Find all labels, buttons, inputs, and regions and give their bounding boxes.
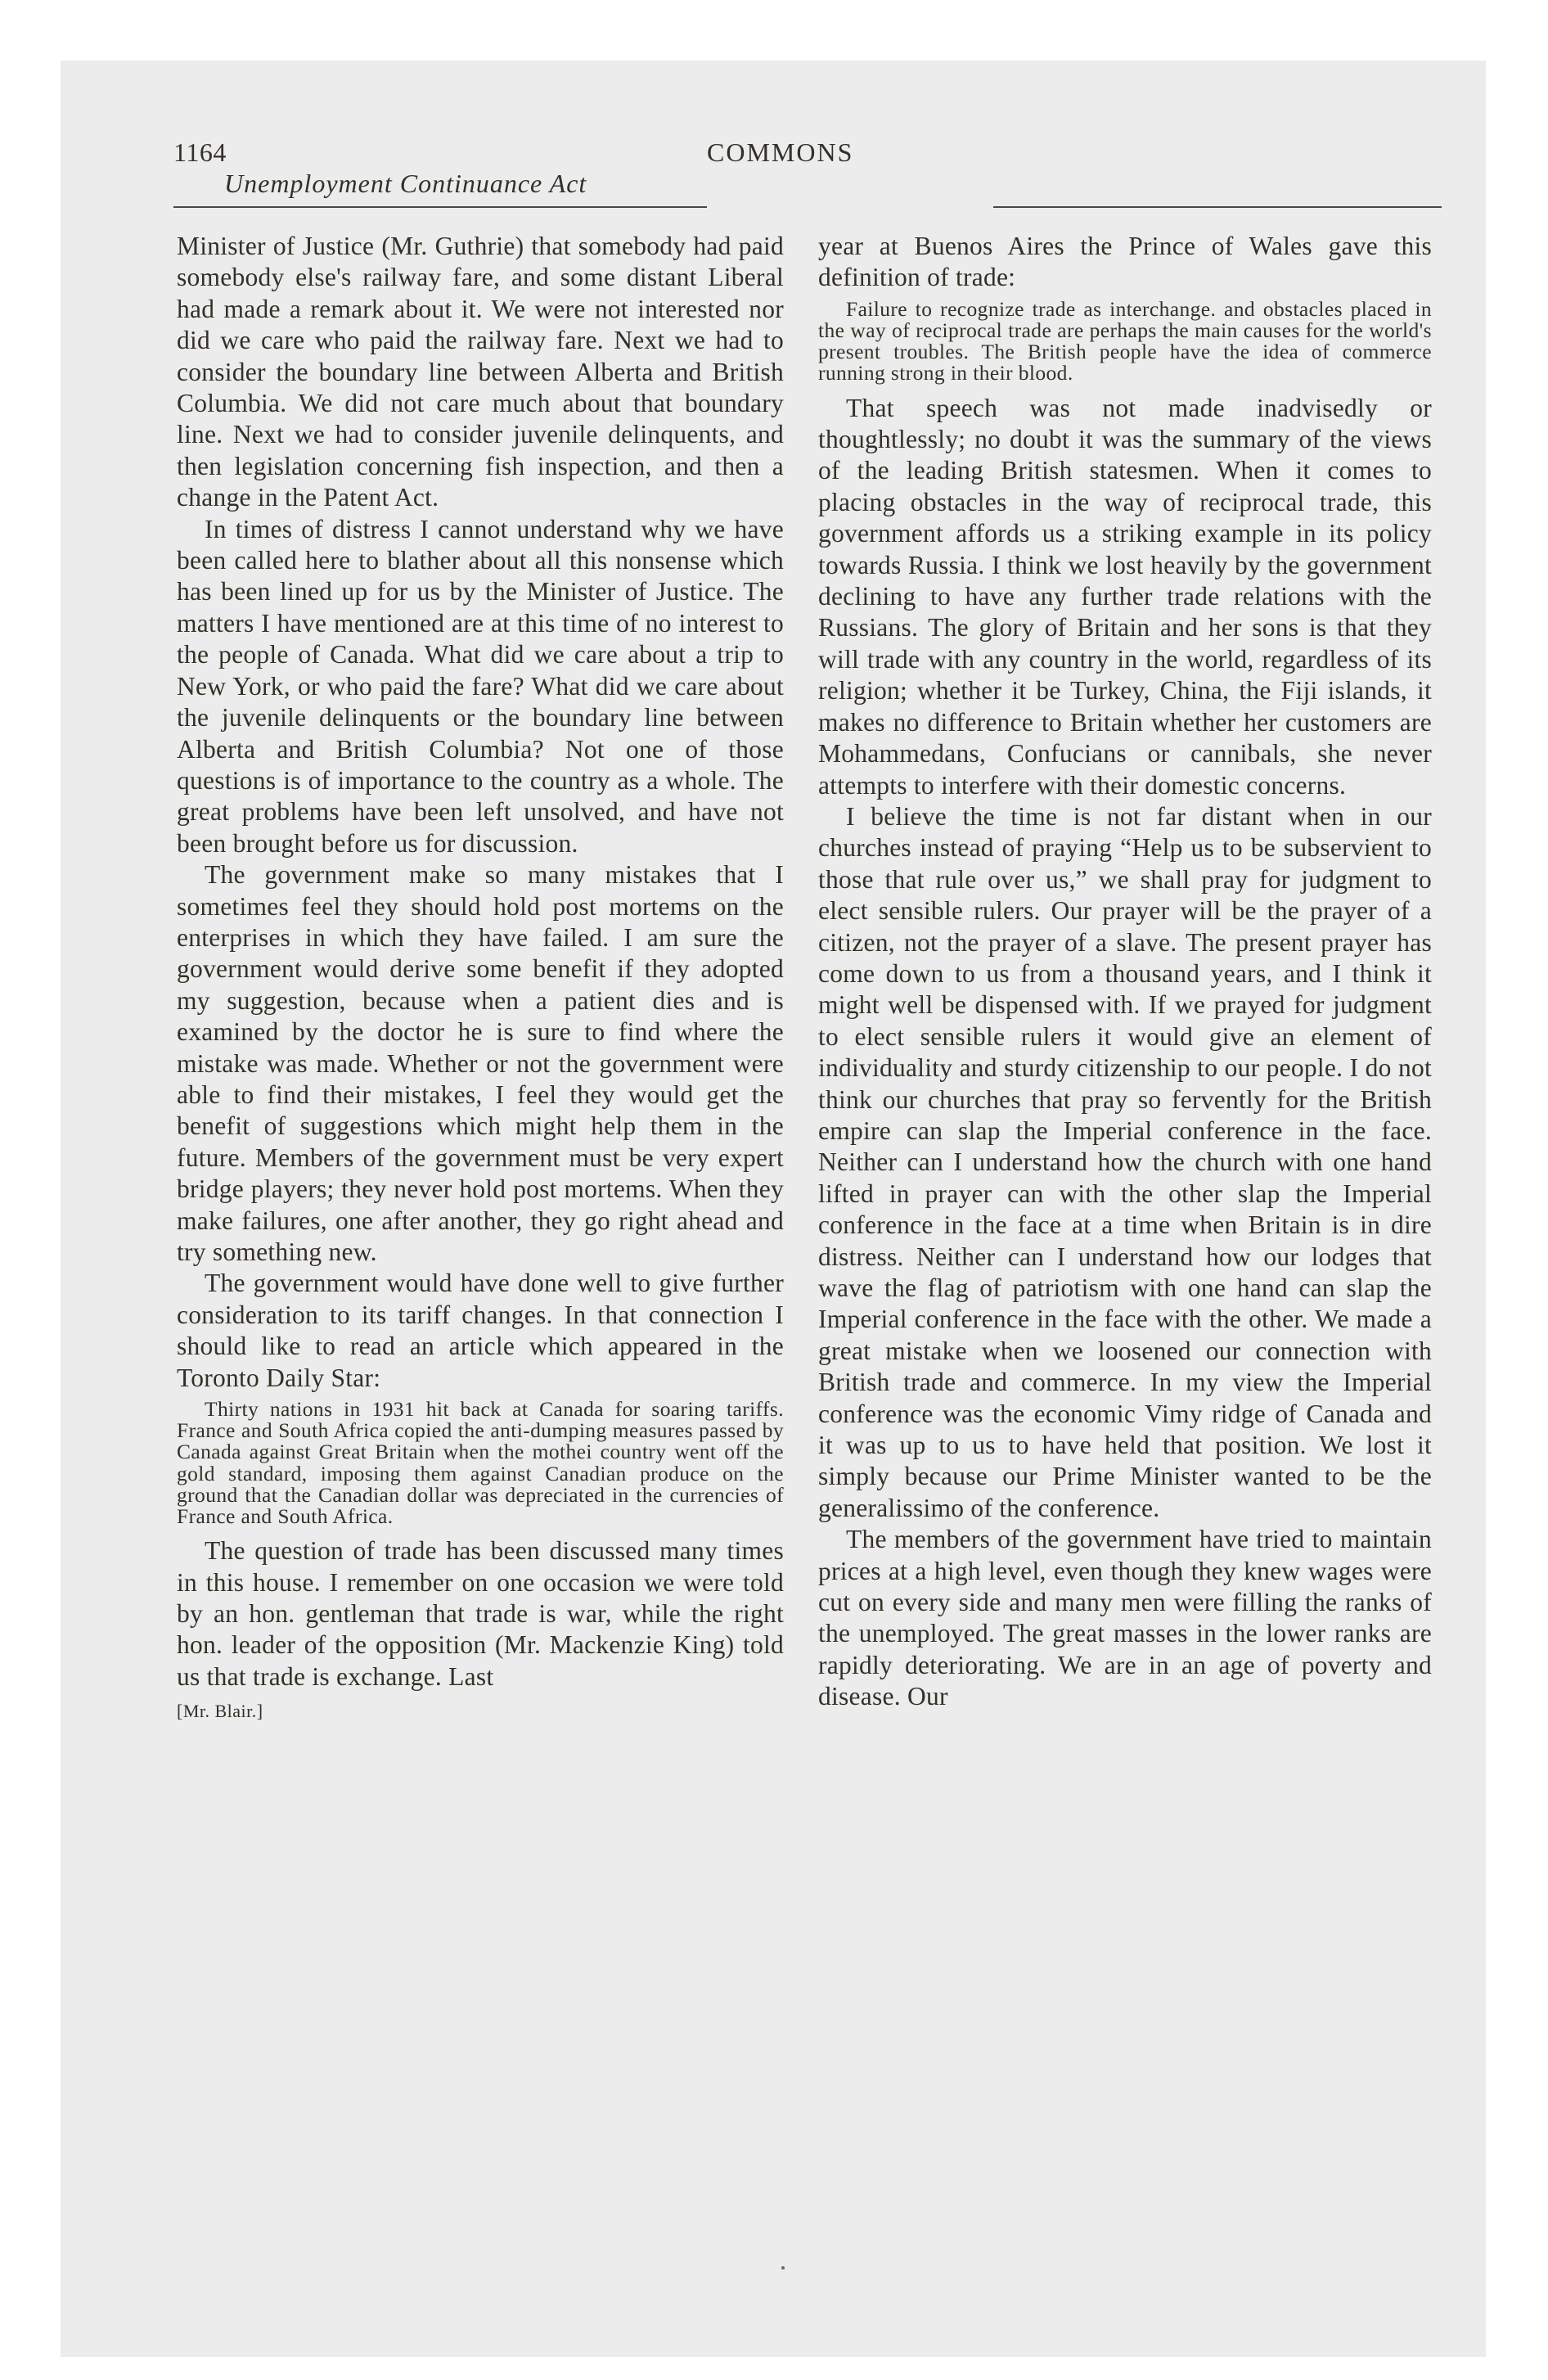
- speaker-reference: [Mr. Blair.]: [177, 1701, 263, 1722]
- paragraph: In times of distress I cannot understand why we have been called here to blather about all this nonsense which has been lined up for us by the Minister of Justice. The matters I have mentioned are at this time of no interest to the people of Canada. What did we care about a trip to New York, or who paid the fare? What did we care about the juvenile delinquents or the boundary line between Alberta and British Columbia? Not one of those questions is of importance to the country as a whole. The great problems have been left unsolved, and have not been brought before us for discussion.: [177, 514, 784, 858]
- paragraph: The government would have done well to give further consideration to its tariff changes. In that connection I should like to read an article which appeared in the Toronto Daily Star:: [177, 1269, 784, 1392]
- page-number: 1164: [173, 137, 227, 167]
- chamber-title: COMMONS: [707, 137, 854, 167]
- running-subject: Unemployment Continuance Act: [224, 169, 587, 198]
- header-rule-right: [993, 206, 1442, 208]
- paragraph: The members of the government have tried to maintain prices at a high level, even though they knew wages were cut on every side and many men were filling the ranks of the unemployed. The great masses in the lower ranks are rapidly deteriorating. We are in an age of poverty and disease. Our: [818, 1525, 1432, 1711]
- paragraph: year at Buenos Aires the Prince of Wales gave this definition of trade:: [818, 232, 1432, 292]
- paragraph: I believe the time is not far distant when in our churches instead of praying “Help us to be subservient to those that rule over us,” we shall pray for judgment to elect sensible rulers. Our prayer will be the prayer of a citizen, not the prayer of a slave. The present prayer has come down to us from a thousand years, and I think it might well be dispensed with. If we prayed for judgment to elect sensible rulers it would give an element of individuality and sturdy citizenship to our people. I do not think our churches that pray so fervently for the British empire can slap the Imperial conference in the face. Neither can I understand how the church with one hand lifted in prayer can with the other slap the Imperial conference in the face at a time when Britain is in dire distress. Neither can I understand how our lodges that wave the flag of patriotism with one hand can slap the Imperial conference in the face with the other. We made a great mistake when we loosened our connection with British trade and commerce. In my view the Imperial conference was the economic Vimy ridge of Canada and it was up to us to have held that position. We lost it simply because our Prime Minister wanted to be the generalissimo of the conference.: [818, 801, 1432, 1522]
- print-speck: [781, 2266, 785, 2270]
- header-rule-left: [173, 206, 707, 208]
- paragraph: The government make so many mistakes that I sometimes feel they should hold post mortems on the enterprises in which they have failed. I am sure the government would derive some benefit if they adopted my suggestion, because when a patient dies and is examined by the doctor he is sure to find where the mistake was made. Whether or not the government were able to find their mistakes, I feel they would get the benefit of suggestions which might help them in the future. Members of the government must be very expert bridge players; they never hold post mortems. When they make failures, one after another, they go right ahead and try something new.: [177, 860, 784, 1266]
- block-quote: Thirty nations in 1931 hit back at Canada for soaring tariffs. France and South Africa copied the anti-dumping measures passed by Canada against Great Britain when the mothei country went off the gold standard, imposing them against Canadian produce on the ground that the Canadian dollar was depreciated in the currencies of France and South Africa.: [177, 1397, 784, 1529]
- paragraph: The question of trade has been discussed many times in this house. I remember on one occasion we were told by an hon. gentleman that trade is war, while the right hon. leader of the opposition (Mr. Mackenzie King) told us that trade is exchange. Last: [177, 1536, 784, 1691]
- block-quote: Failure to recognize trade as interchange. and obstacles placed in the way of reciprocal trade are perhaps the main causes for the world's present troubles. The British people have the idea of commerce running strong in their blood.: [818, 296, 1432, 385]
- right-column: [818, 231, 1432, 1713]
- left-column: [177, 231, 784, 1722]
- paragraph: Minister of Justice (Mr. Guthrie) that somebody had paid somebody else's railway fare, and some distant Liberal had made a remark about it. We were not interested nor did we care who paid the railway fare. Next we had to consider the boundary line between Alberta and British Columbia. We did not care much about that boundary line. Next we had to consider juvenile delinquents, and then legislation concerning fish inspection, and then a change in the Patent Act.: [177, 232, 784, 512]
- paragraph: That speech was not made inadvisedly or thoughtlessly; no doubt it was the summary of the views of the leading British statesmen. When it comes to placing obstacles in the way of reciprocal trade, this government affords us a striking example in its policy towards Russia. I think we lost heavily by the government declining to have any further trade relations with the Russians. The glory of Britain and her sons is that they will trade with any country in the world, regardless of its religion; whether it be Turkey, China, the Fiji islands, it makes no difference to Britain whether her customers are Mohammedans, Confucians or cannibals, she never attempts to interfere with their domestic concerns.: [818, 393, 1432, 800]
- running-header: [173, 133, 1442, 206]
